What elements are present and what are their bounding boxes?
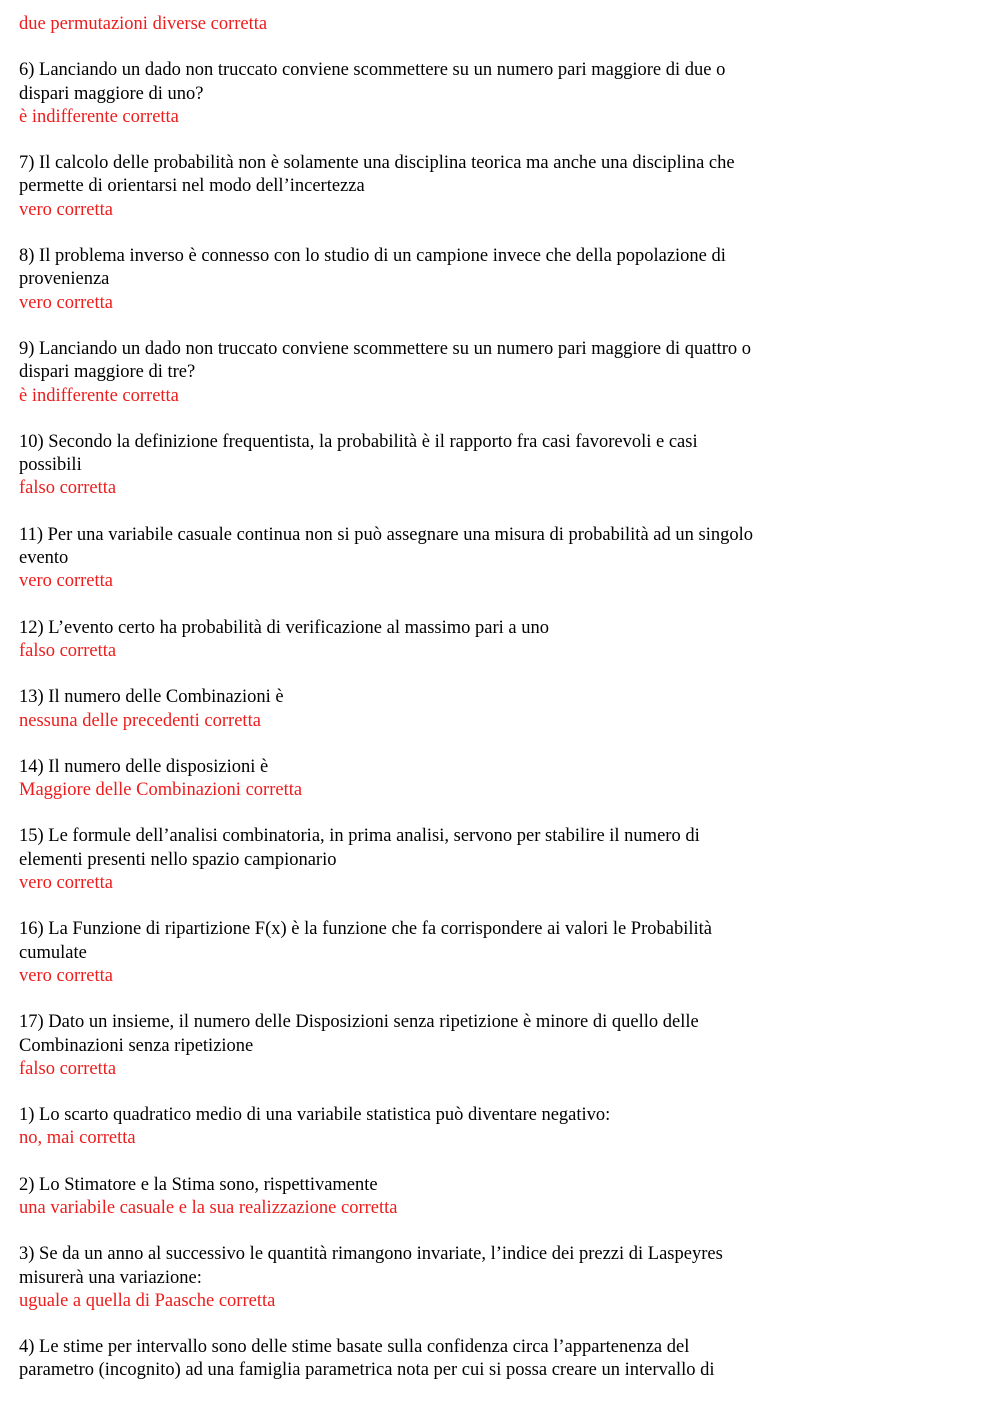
question-block-2 <box>19 1174 839 1221</box>
question-text: 15) Le formule dell’analisi combinatoria, in prima analisi, servono per stabilire il numero di elementi presenti nello spazio campionario <box>19 826 700 870</box>
question-text: 4) Le stime per intervallo sono delle stime basate sulla confidenza circa l’appartenenza del parametro (incognito) ad una famiglia parametrica nota per cui si possa creare un intervallo di <box>19 1337 715 1381</box>
answer-text: no, mai corretta <box>19 1128 136 1149</box>
answer-text: vero corretta <box>19 199 113 220</box>
question-text: 14) Il numero delle disposizioni è <box>19 756 269 777</box>
leading-answer-block <box>19 13 839 36</box>
answer-text: falso corretta <box>19 478 117 499</box>
question-text: 17) Dato un insieme, il numero delle Disposizioni senza ripetizione è minore di quello delle Combinazioni senza ripetizione <box>19 1012 699 1056</box>
answer-text: falso corretta <box>19 640 117 661</box>
question-text: 13) Il numero delle Combinazioni è <box>19 687 284 708</box>
answer-text: due permutazioni diverse corretta <box>19 14 268 34</box>
question-text: 9) Lanciando un dado non truccato conviene scommettere su un numero pari maggiore di quattro o dispari maggiore di tre? <box>19 338 752 383</box>
question-text: 1) Lo scarto quadratico medio di una variabile statistica può diventare negativo: <box>19 1105 611 1126</box>
answer-text: vero corretta <box>19 292 113 313</box>
answer-text: è indifferente corretta <box>19 106 179 127</box>
question-block-15 <box>19 825 839 895</box>
question-block-10 <box>19 431 839 501</box>
question-block-13 <box>19 686 839 733</box>
question-text: 12) L’evento certo ha probabilità di verificazione al massimo pari a uno <box>19 617 549 638</box>
question-text: 8) Il problema inverso è connesso con lo studio di un campione invece che della popolazione di provenienza <box>19 246 726 290</box>
question-block-6 <box>19 59 839 129</box>
answer-text: vero corretta <box>19 873 113 894</box>
question-block-1 <box>19 1104 839 1151</box>
answer-text: Maggiore delle Combinazioni corretta <box>19 780 303 801</box>
answer-text: nessuna delle precedenti corretta <box>19 710 261 731</box>
question-block-14 <box>19 756 839 803</box>
answer-text: vero corretta <box>19 965 113 986</box>
question-block-12 <box>19 617 839 664</box>
question-block-11 <box>19 524 839 594</box>
question-text: 11) Per una variabile casuale continua non si può assegnare una misura di probabilità ad un singolo evento <box>19 524 753 569</box>
question-block-3 <box>19 1243 839 1313</box>
question-block-7 <box>19 152 839 222</box>
question-text: 3) Se da un anno al successivo le quantità rimangono invariate, l’indice dei prezzi di Laspeyres misurerà una variazione: <box>19 1244 723 1288</box>
question-block-9 <box>19 338 839 408</box>
question-text: 7) Il calcolo delle probabilità non è solamente una disciplina teorica ma anche una disciplina che permette di orientarsi nel modo dell’incertezza <box>19 153 735 197</box>
question-block-4 <box>19 1336 839 1383</box>
question-text: 6) Lanciando un dado non truccato conviene scommettere su un numero pari maggiore di due o dispari maggiore di uno? <box>19 60 726 104</box>
question-text: 10) Secondo la definizione frequentista, la probabilità è il rapporto fra casi favorevoli e casi possibili <box>19 431 698 476</box>
document-page <box>19 13 839 1406</box>
answer-text: una variabile casuale e la sua realizzazione corretta <box>19 1197 398 1218</box>
question-block-8 <box>19 245 839 315</box>
question-block-16 <box>19 918 839 988</box>
question-block-17 <box>19 1011 839 1081</box>
answer-text: falso corretta <box>19 1058 117 1079</box>
question-text: 2) Lo Stimatore e la Stima sono, rispettivamente <box>19 1174 378 1195</box>
answer-text: vero corretta <box>19 571 113 592</box>
answer-text: uguale a quella di Paasche corretta <box>19 1290 276 1311</box>
answer-text: è indifferente corretta <box>19 385 179 406</box>
question-text: 16) La Funzione di ripartizione F(x) è la funzione che fa corrispondere ai valori le Probabilità cumulate <box>19 919 712 963</box>
